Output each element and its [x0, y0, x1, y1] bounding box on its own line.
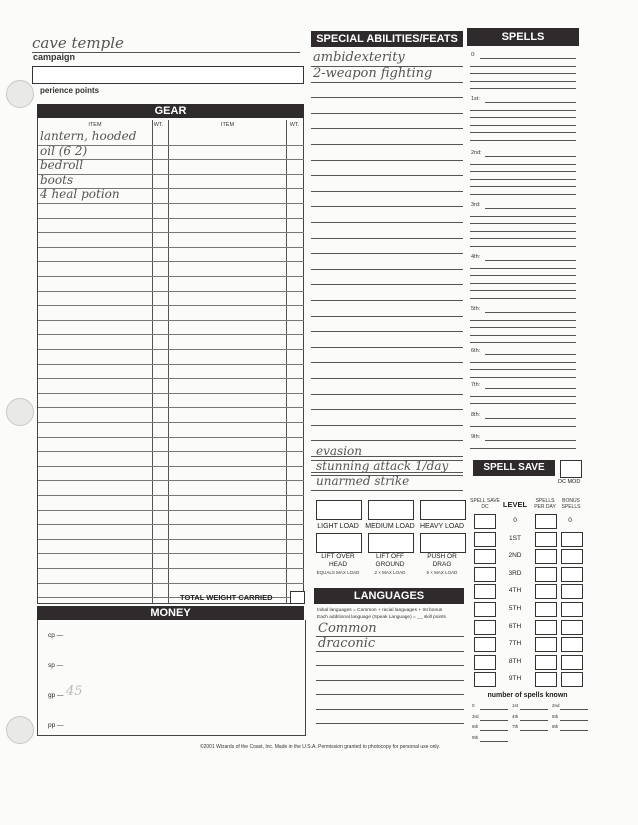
spells-known-line[interactable] — [480, 720, 508, 721]
spell-save-dc-field[interactable] — [474, 602, 496, 617]
spells-known-line[interactable] — [520, 730, 548, 731]
language-2[interactable]: draconic — [318, 636, 376, 651]
gear-row[interactable] — [38, 320, 304, 336]
coin-cp-label: cp — — [48, 632, 64, 639]
gear-row[interactable] — [38, 247, 304, 263]
col-spell-save-dc: SPELL SAVE DC — [470, 498, 500, 510]
col-spells-per-day: SPELLS PER DAY — [534, 498, 556, 510]
language-line[interactable] — [316, 694, 464, 695]
coin-pp-label: pp — — [48, 722, 64, 729]
spell-line[interactable] — [470, 362, 576, 363]
spell-level-label: 8th: — [471, 412, 481, 418]
spell-line[interactable] — [470, 403, 576, 404]
spell-line[interactable] — [470, 140, 576, 141]
spell-save-title: SPELL SAVE — [473, 460, 555, 476]
spell-save-dc-field[interactable] — [474, 637, 496, 652]
spells-known-label: 1st — [512, 703, 519, 708]
spell-line[interactable] — [470, 426, 576, 427]
ability-line[interactable] — [311, 222, 463, 223]
language-line[interactable] — [316, 723, 464, 724]
spell-line[interactable] — [470, 164, 576, 165]
spell-level-label: 0: — [471, 52, 476, 58]
languages-note-2: Each additional language (Speak Language) = __ skill points — [317, 615, 446, 620]
bonus-spells-field[interactable] — [561, 672, 583, 687]
gear-col-item-1: ITEM — [88, 122, 102, 128]
spell-line[interactable] — [470, 246, 576, 247]
spell-line[interactable] — [470, 298, 576, 299]
spell-line[interactable] — [470, 275, 576, 276]
spell-line[interactable] — [470, 320, 576, 321]
spell-line[interactable] — [485, 388, 576, 389]
spells-known-line[interactable] — [480, 709, 508, 710]
spell-line[interactable] — [470, 290, 576, 291]
spells-per-day-field[interactable] — [535, 620, 557, 635]
spells-known-label: 5th — [552, 713, 559, 719]
bonus-spells-field[interactable] — [561, 637, 583, 652]
ability-line[interactable] — [311, 113, 463, 114]
spell-line[interactable] — [470, 231, 576, 232]
spells-known-label: 3rd — [472, 713, 479, 719]
gear-row[interactable] — [38, 393, 304, 409]
spell-line[interactable] — [470, 396, 576, 397]
spell-level-label: 8TH — [508, 657, 522, 665]
medium-load-field[interactable] — [368, 500, 414, 520]
gear-row[interactable] — [38, 188, 304, 204]
spell-line[interactable] — [470, 125, 576, 126]
spell-level-label: 3rd: — [471, 202, 481, 208]
ability-line[interactable] — [311, 409, 463, 410]
money-box — [37, 620, 306, 736]
spells-known-label: 7th — [512, 724, 519, 729]
gear-row[interactable] — [38, 495, 304, 511]
lift-off-ground-sub: 2 × MAX LOAD — [374, 570, 406, 575]
gear-item[interactable]: oil (6 2) — [40, 143, 88, 158]
spells-known-label: 6th — [472, 724, 479, 729]
gear-row[interactable] — [38, 524, 304, 540]
gear-row[interactable] — [38, 218, 304, 234]
ability-line[interactable] — [311, 347, 463, 348]
spells-per-day-field[interactable] — [535, 602, 557, 617]
spell-line[interactable] — [485, 354, 576, 355]
ability-line[interactable] — [311, 238, 463, 239]
campaign-value[interactable]: cave temple — [32, 34, 124, 52]
ability-2[interactable]: 2-weapon fighting — [313, 66, 433, 81]
ability-line[interactable] — [311, 490, 463, 491]
spell-line[interactable] — [470, 73, 576, 74]
spell-line[interactable] — [485, 418, 576, 419]
spell-level-label: 1ST — [509, 534, 521, 542]
ability-line[interactable] — [311, 160, 463, 161]
spells-known-label: 2nd — [552, 703, 560, 708]
spell-line[interactable] — [470, 327, 576, 328]
lift-over-head-sub: EQUALS MAX LOAD — [316, 570, 360, 575]
spell-level-label: 6th: — [471, 348, 481, 354]
ability-line[interactable] — [311, 362, 463, 363]
bonus-spells-field[interactable] — [561, 620, 583, 635]
gear-row[interactable] — [38, 334, 304, 350]
experience-points-field[interactable] — [32, 66, 304, 84]
bonus-spells-field[interactable] — [561, 602, 583, 617]
spell-line[interactable] — [485, 102, 576, 103]
ability-line[interactable] — [311, 316, 463, 317]
spells-per-day-field[interactable] — [535, 637, 557, 652]
lift-off-ground-field[interactable] — [368, 533, 414, 553]
ability-line[interactable] — [311, 331, 463, 332]
spell-level-label: 6TH — [508, 622, 522, 630]
spell-line[interactable] — [470, 342, 576, 343]
bonus-spells-field[interactable] — [561, 584, 583, 599]
gear-item[interactable]: lantern, hooded — [40, 129, 137, 143]
spells-per-day-field[interactable] — [535, 514, 557, 529]
spell-level-label: 7TH — [508, 640, 522, 648]
spell-line[interactable] — [485, 440, 576, 441]
spell-save-dc-field[interactable] — [474, 532, 496, 547]
gear-row[interactable] — [38, 378, 304, 394]
spell-save-dc-field[interactable] — [474, 672, 496, 687]
spell-line[interactable] — [470, 171, 576, 172]
spells-known-label: 8th — [552, 724, 559, 729]
spell-line[interactable] — [470, 88, 576, 89]
gear-row[interactable] — [38, 291, 304, 307]
ability-4[interactable]: stunning attack 1/day — [316, 459, 449, 473]
gear-row[interactable] — [38, 451, 304, 467]
spell-level-label: 9TH — [508, 675, 522, 683]
spell-line[interactable] — [470, 132, 576, 133]
spell-level-label: 1st: — [471, 96, 480, 102]
ability-line[interactable] — [311, 253, 463, 254]
ability-line[interactable] — [311, 97, 463, 98]
ability-line[interactable] — [311, 175, 463, 176]
spell-level-label: 3RD — [508, 569, 522, 577]
gear-row[interactable] — [38, 539, 304, 555]
ability-5[interactable]: unarmed strike — [316, 474, 410, 488]
ability-line[interactable] — [311, 128, 463, 129]
spell-line[interactable] — [470, 186, 576, 187]
push-drag-label: PUSH OR DRAG — [427, 553, 457, 568]
gear-row[interactable] — [38, 407, 304, 423]
spell-save-dc-field[interactable] — [474, 655, 496, 670]
gear-row[interactable] — [38, 437, 304, 453]
spells-known-line[interactable] — [480, 730, 508, 731]
languages-title: LANGUAGES — [314, 588, 464, 604]
dc-mod-label: DC MOD — [558, 479, 581, 485]
binder-hole-middle — [6, 398, 34, 426]
spell-level-label: 9th: — [471, 434, 481, 440]
bonus-spells-field[interactable] — [561, 532, 583, 547]
col-bonus-spells: BONUS SPELLS — [561, 498, 581, 510]
light-load-field[interactable] — [316, 500, 362, 520]
spell-line[interactable] — [485, 260, 576, 261]
spell-line[interactable] — [470, 81, 576, 82]
spells-known-line[interactable] — [520, 720, 548, 721]
language-line[interactable] — [316, 665, 464, 666]
ability-line[interactable] — [311, 425, 463, 426]
spell-level-label: 5th: — [471, 306, 481, 312]
spell-level-label: 2nd: — [471, 150, 482, 156]
coin-gp-value[interactable]: 45 — [66, 684, 83, 699]
spell-save-dc-field[interactable] — [474, 549, 496, 564]
gear-row[interactable] — [38, 203, 304, 219]
dc-mod-field[interactable] — [560, 460, 582, 478]
spell-line[interactable] — [470, 110, 576, 111]
spell-line[interactable] — [480, 58, 576, 59]
gear-row[interactable] — [38, 466, 304, 482]
gear-row[interactable] — [38, 305, 304, 321]
spells-per-day-field[interactable] — [535, 567, 557, 582]
spell-line[interactable] — [470, 117, 576, 118]
spells-per-day-field[interactable] — [535, 584, 557, 599]
spell-line[interactable] — [470, 283, 576, 284]
spells-known-line[interactable] — [560, 709, 588, 710]
spell-level-label: 7th: — [471, 382, 481, 388]
ability-line[interactable] — [311, 191, 463, 192]
spell-line[interactable] — [470, 66, 576, 67]
medium-load-label: MEDIUM LOAD — [365, 523, 415, 530]
binder-hole-top — [6, 80, 34, 108]
spells-known-line[interactable] — [560, 730, 588, 731]
ability-line[interactable] — [311, 144, 463, 145]
spell-line[interactable] — [470, 179, 576, 180]
spell-save-dc-field[interactable] — [474, 620, 496, 635]
gear-row[interactable] — [38, 480, 304, 496]
ability-line[interactable] — [311, 284, 463, 285]
ability-line[interactable] — [311, 378, 463, 379]
campaign-label: campaign — [33, 52, 76, 62]
heavy-load-label: HEAVY LOAD — [419, 523, 465, 530]
gear-row[interactable] — [38, 422, 304, 438]
spells-per-day-field[interactable] — [535, 532, 557, 547]
spell-line[interactable] — [470, 369, 576, 370]
gear-row[interactable] — [38, 553, 304, 569]
gear-row[interactable] — [38, 232, 304, 248]
light-load-label: LIGHT LOAD — [317, 523, 359, 530]
total-weight-field[interactable] — [290, 591, 305, 604]
col-level: LEVEL — [502, 500, 528, 509]
ability-line[interactable] — [311, 66, 463, 67]
gear-item[interactable]: 4 heal potion — [40, 187, 120, 202]
languages-note-1: Initial languages = Common + racial languages + Int bonus — [317, 608, 443, 613]
gear-col-item-2: ITEM — [220, 122, 235, 128]
spell-line[interactable] — [485, 208, 576, 209]
spell-save-dc-field[interactable] — [474, 584, 496, 599]
spell-line[interactable] — [470, 335, 576, 336]
spell-line[interactable] — [470, 216, 576, 217]
gear-row[interactable] — [38, 159, 304, 175]
spell-level-label: 4th: — [471, 254, 481, 260]
bonus-spells-zero: 0 — [568, 517, 572, 524]
ability-line[interactable] — [311, 300, 463, 301]
spells-title: SPELLS — [467, 28, 579, 46]
gear-col-wt-1: WT. — [153, 122, 164, 128]
language-line[interactable] — [316, 709, 464, 710]
spell-line[interactable] — [470, 377, 576, 378]
ability-line[interactable] — [311, 394, 463, 395]
gear-col-wt-2: WT. — [289, 122, 300, 128]
gear-row[interactable] — [38, 568, 304, 584]
gear-item[interactable]: boots — [40, 172, 74, 187]
spell-level-label: 0 — [513, 517, 517, 524]
spell-line[interactable] — [470, 223, 576, 224]
push-drag-field[interactable] — [420, 533, 466, 553]
coin-sp-label: sp — — [48, 662, 64, 669]
total-weight-label: TOTAL WEIGHT CARRIED — [180, 593, 273, 602]
bonus-spells-field[interactable] — [561, 549, 583, 564]
lift-over-head-field[interactable] — [316, 533, 362, 553]
ability-line[interactable] — [311, 440, 463, 441]
gear-row[interactable] — [38, 510, 304, 526]
gear-row[interactable] — [38, 276, 304, 292]
ability-line[interactable] — [311, 206, 463, 207]
bonus-spells-field[interactable] — [561, 567, 583, 582]
spells-known-title: number of spells known — [487, 692, 568, 699]
ability-1[interactable]: ambidexterity — [313, 50, 405, 65]
gear-row[interactable] — [38, 349, 304, 365]
spell-line[interactable] — [470, 238, 576, 239]
abilities-title: SPECIAL ABILITIES/FEATS — [311, 31, 463, 47]
spell-line[interactable] — [485, 156, 576, 157]
heavy-load-field[interactable] — [420, 500, 466, 520]
gear-row[interactable] — [38, 364, 304, 380]
ability-line[interactable] — [311, 269, 463, 270]
spells-per-day-field[interactable] — [535, 672, 557, 687]
spell-save-dc-field[interactable] — [474, 514, 496, 529]
spells-known-label: 0 — [472, 703, 475, 708]
ability-line[interactable] — [311, 82, 463, 83]
binder-hole-bottom — [6, 716, 34, 744]
coin-gp-label: gp — — [48, 692, 64, 699]
spells-known-line[interactable] — [520, 709, 548, 710]
spells-per-day-field[interactable] — [535, 655, 557, 670]
spells-known-label: 9th — [472, 734, 479, 740]
spells-known-line[interactable] — [560, 720, 588, 721]
language-line[interactable] — [316, 680, 464, 681]
spell-line[interactable] — [470, 268, 576, 269]
spell-save-dc-field[interactable] — [474, 567, 496, 582]
spell-level-label: 4TH — [508, 587, 522, 595]
lift-over-head-label: LIFT OVER HEAD — [321, 553, 355, 568]
spell-line[interactable] — [485, 312, 576, 313]
spell-line[interactable] — [470, 448, 576, 449]
gear-row[interactable] — [38, 261, 304, 277]
copyright-footer: ©2001 Wizards of the Coast, Inc. Made in the U.S.A. Permission granted to photocopy for personal use only. — [199, 744, 441, 750]
spells-known-line[interactable] — [480, 741, 508, 742]
money-title: MONEY — [37, 606, 304, 620]
ability-3[interactable]: evasion — [316, 444, 362, 458]
spells-per-day-field[interactable] — [535, 549, 557, 564]
push-drag-sub: 5 × MAX LOAD — [426, 570, 458, 575]
language-1[interactable]: Common — [318, 621, 377, 636]
lift-off-ground-label: LIFT OFF GROUND — [375, 553, 405, 568]
gear-title: GEAR — [37, 104, 304, 118]
gear-item[interactable]: bedroll — [40, 158, 84, 173]
language-line[interactable] — [316, 636, 464, 637]
spell-level-label: 5TH — [508, 605, 522, 612]
spell-line[interactable] — [470, 194, 576, 195]
bonus-spells-field[interactable] — [561, 655, 583, 670]
experience-points-label: perience points — [40, 86, 100, 95]
spell-level-label: 2ND — [508, 552, 522, 560]
language-line[interactable] — [316, 651, 464, 652]
spells-known-label: 4th — [512, 713, 519, 719]
